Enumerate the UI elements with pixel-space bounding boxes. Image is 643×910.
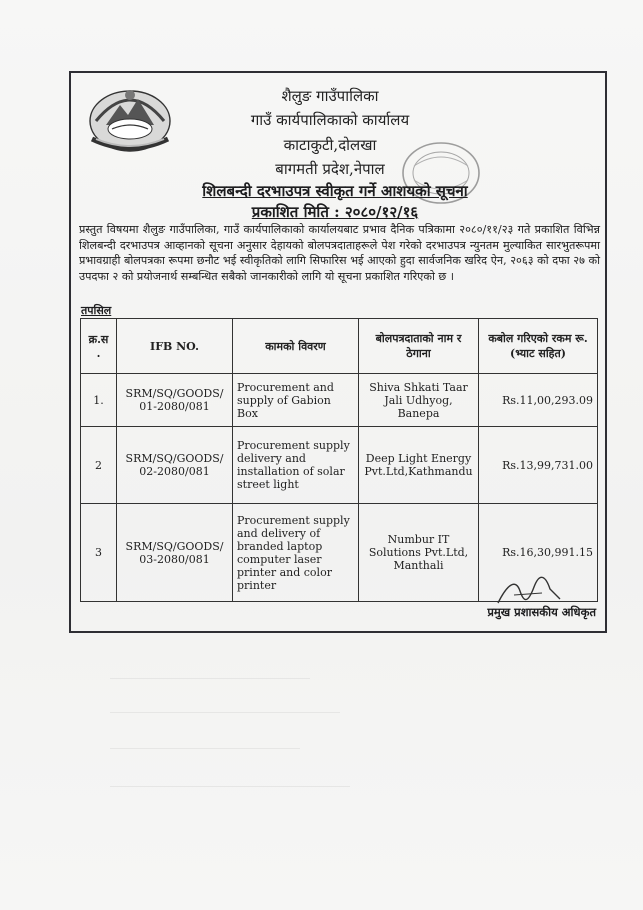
table-header-row: [81, 319, 598, 374]
cell-sn: 1.: [81, 374, 117, 427]
col-header-sn: क्र.स .: [81, 319, 117, 374]
col-header-bidder: बोलपत्रदाताको नाम र ठेगाना: [359, 319, 479, 374]
cell-ifb: SRM/SQ/GOODS/ 03-2080/081: [117, 504, 233, 602]
notice-title: शिलबन्दी दरभाउपत्र स्वीकृत गर्ने आशयको सूचना: [202, 182, 468, 200]
bid-table: [80, 318, 598, 602]
municipality-name: शैलुङ गाउँपालिका: [281, 87, 379, 105]
col-header-description: कामको विवरण: [233, 319, 359, 374]
schedule-label: तपसिल: [81, 304, 112, 317]
cell-bidder: Numbur IT Solutions Pvt.Ltd, Manthali: [359, 504, 479, 602]
office-location: काटाकुटी,दोलखा: [283, 136, 377, 154]
cell-bidder: Deep Light Energy Pvt.Ltd,Kathmandu: [359, 427, 479, 504]
bleed-through-line: [110, 712, 340, 713]
cell-ifb: SRM/SQ/GOODS/ 02-2080/081: [117, 427, 233, 504]
cell-description: Procurement and supply of Gabion Box: [233, 374, 359, 427]
cell-amount: Rs.13,99,731.00: [479, 427, 598, 504]
cell-amount: Rs.16,30,991.15: [479, 504, 598, 602]
col-header-amount: कबोल गरिएको रकम रू. (भ्याट सहित): [479, 319, 598, 374]
col-header-ifb: IFB NO.: [117, 319, 233, 374]
cell-ifb: SRM/SQ/GOODS/ 01-2080/081: [117, 374, 233, 427]
province-name: बागमती प्रदेश,नेपाल: [275, 160, 385, 178]
published-date: प्रकाशित मिति : २०८०/१२/१६: [251, 203, 419, 221]
notice-body: प्रस्तुत विषयमा शैलुङ गाउँपालिका, गाउँ कार्यपालिकाको कार्यालयबाट प्रभाव दैनिक पत्रिकामा २०८०/११/२३ गते प्रकाशित विभिन्न शिलबन्दी दरभाउपत्र आव्हानको सूचना अनुसार देहायको बोलपत्रदाताहरूले पेश गरेको दरभाउपत्र न्युनतम मुल्याकित सारभुतरूपमा प्रभावग्राही बोलपत्रका रूपमा छनौट भई स्वीकृतिको लागि सिफारिस भई आएको हुदा सार्वजनिक खरिद ऐन, २०६३ को दफा २७ को उपदफा २ को प्रयोजनार्थ सम्बन्धित सबैको जानकारीको लागि यो सूचना प्रकाशित गरिएको छ ।: [79, 223, 600, 283]
office-name: गाउँ कार्यपालिकाको कार्यालय: [250, 111, 410, 129]
cell-amount: Rs.11,00,293.09: [479, 374, 598, 427]
signature-icon: [494, 573, 564, 609]
table-row: [81, 427, 598, 504]
cell-description: Procurement supply delivery and installation of solar street light: [233, 427, 359, 504]
officer-designation: प्रमुख प्रशासकीय अधिकृत: [487, 605, 596, 619]
bleed-through-line: [110, 748, 300, 749]
cell-sn: 3: [81, 504, 117, 602]
table-row: [81, 374, 598, 427]
cell-bidder: Shiva Shkati Taar Jali Udhyog, Banepa: [359, 374, 479, 427]
bleed-through-line: [110, 786, 350, 787]
cell-sn: 2: [81, 427, 117, 504]
cell-description: Procurement supply and delivery of branded laptop computer laser printer and color printer: [233, 504, 359, 602]
bleed-through-line: [110, 678, 310, 679]
